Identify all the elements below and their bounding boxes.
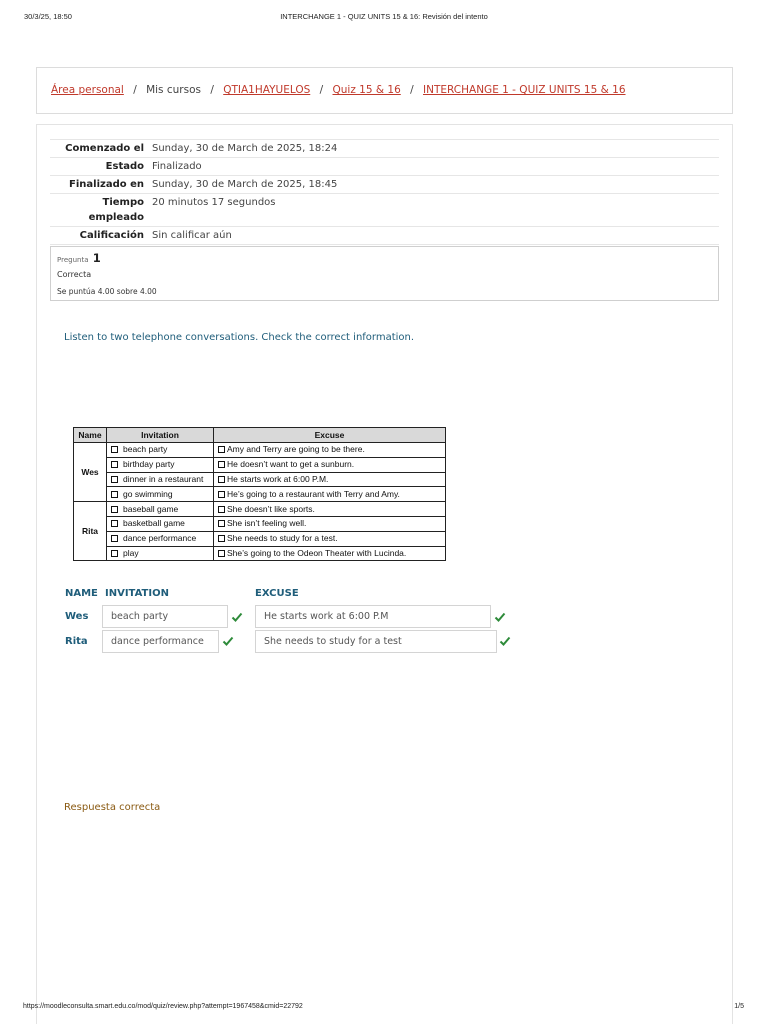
answer-name-wes: Wes [65,611,89,622]
summary-row [50,227,719,245]
reference-excuse: She isn’t feeling well. [227,518,307,529]
invitation-field-wes[interactable]: beach party [102,605,228,628]
reference-header-excuse: Excuse [214,428,446,443]
checkbox-icon [218,550,225,557]
summary-row [50,140,719,158]
breadcrumb-bar [36,67,733,114]
reference-excuse: She’s going to the Odeon Theater with Lucinda. [227,547,407,558]
reference-excuse: Amy and Terry are going to be there. [227,444,365,455]
reference-invitation: basketball game [123,518,185,529]
breadcrumb-courses: Mis cursos [146,84,201,96]
summary-label: Calificación [79,230,144,241]
checkbox-icon [111,461,118,468]
print-title: INTERCHANGE 1 - QUIZ UNITS 15 & 16: Revisión del intento [280,12,488,21]
question-number [57,251,101,265]
invitation-field-rita[interactable]: dance performance [102,630,219,653]
question-prompt: Listen to two telephone conversations. Check the correct information. [64,332,415,343]
checkbox-icon [218,461,225,468]
reference-table [73,427,446,561]
breadcrumb-course-link[interactable]: QTIA1HAYUELOS [223,84,311,96]
reference-invitation: birthday party [123,459,175,470]
checkbox-icon [218,491,225,498]
checkbox-icon [218,520,225,527]
reference-invitation: go swimming [123,488,173,499]
reference-invitation: dinner in a restaurant [123,473,204,484]
summary-value: Sin calificar aún [152,230,232,241]
summary-row [50,176,719,194]
question-state: Correcta [57,270,92,279]
checkbox-icon [111,491,118,498]
excuse-field-rita[interactable]: She needs to study for a test [255,630,497,653]
reference-header-name: Name [74,428,107,443]
checkbox-icon [218,535,225,542]
reference-header-row [74,428,446,443]
reference-excuse: He starts work at 6:00 P.M. [227,473,329,484]
reference-row [74,516,446,531]
excuse-field-wes[interactable]: He starts work at 6:00 P.M [255,605,491,628]
checkbox-icon [218,476,225,483]
checkbox-icon [111,476,118,483]
breadcrumb-home-link[interactable]: Área personal [51,84,124,96]
reference-excuse: She doesn’t like sports. [227,503,315,514]
question-info-box [50,246,719,301]
breadcrumb-separator: / [133,84,137,96]
reference-invitation: baseball game [123,503,179,514]
reference-excuse: He’s going to a restaurant with Terry and Amy. [227,488,400,499]
checkbox-icon [111,520,118,527]
print-header [0,10,768,24]
check-icon [494,611,506,623]
reference-row [74,546,446,561]
summary-value: 20 minutos 17 segundos [152,197,276,208]
check-icon [231,611,243,623]
breadcrumb-quiz-link[interactable]: INTERCHANGE 1 - QUIZ UNITS 15 & 16 [423,84,626,96]
checkbox-icon [111,446,118,453]
answer-header-excuse: EXCUSE [255,588,299,599]
checkbox-icon [218,506,225,513]
question-grade: Se puntúa 4.00 sobre 4.00 [57,287,157,296]
reference-row [74,487,446,502]
answer-header-name: NAME [65,588,98,599]
breadcrumb-separator: / [410,84,414,96]
breadcrumb-separator: / [210,84,214,96]
answer-name-rita: Rita [65,636,88,647]
summary-value: Sunday, 30 de March de 2025, 18:24 [152,143,338,154]
reference-name-wes: Wes [74,443,107,502]
breadcrumb [51,84,626,96]
reference-row [74,443,446,458]
reference-invitation: beach party [123,444,168,455]
answer-header-invitation: INVITATION [105,588,169,599]
reference-row [74,531,446,546]
summary-value: Finalizado [152,161,202,172]
summary-value: Sunday, 30 de March de 2025, 18:45 [152,179,338,190]
reference-row [74,472,446,487]
breadcrumb-separator: / [319,84,324,96]
reference-invitation: dance performance [123,533,197,544]
breadcrumb-section-link[interactable]: Quiz 15 & 16 [332,84,401,96]
summary-row [50,194,719,227]
summary-label: Comenzado el [65,143,144,154]
summary-label: Estado [105,161,144,172]
question-number-value: 1 [92,251,101,265]
general-feedback: Respuesta correcta [64,802,161,813]
checkbox-icon [111,550,118,557]
question-prefix: Pregunta [57,256,89,264]
reference-excuse: He doesn’t want to get a sunburn. [227,459,355,470]
reference-name-rita: Rita [74,502,107,561]
summary-label: Finalizado en [69,179,144,190]
summary-row [50,158,719,176]
reference-header-invitation: Invitation [107,428,214,443]
checkbox-icon [111,506,118,513]
summary-label: Tiempo empleado [88,197,144,223]
print-page-number: 1/5 [734,1003,744,1010]
reference-row [74,457,446,472]
checkbox-icon [111,535,118,542]
print-footer [0,1001,768,1015]
checkbox-icon [218,446,225,453]
reference-invitation: play [123,547,139,558]
check-icon [499,635,511,647]
reference-excuse: She needs to study for a test. [227,533,338,544]
check-icon [222,635,234,647]
print-datetime: 30/3/25, 18:50 [24,12,72,21]
attempt-summary-table [50,139,719,245]
reference-row [74,502,446,517]
print-url: https://moodleconsulta.smart.edu.co/mod/quiz/review.php?attempt=1967458&cmid=22792 [23,1003,303,1010]
